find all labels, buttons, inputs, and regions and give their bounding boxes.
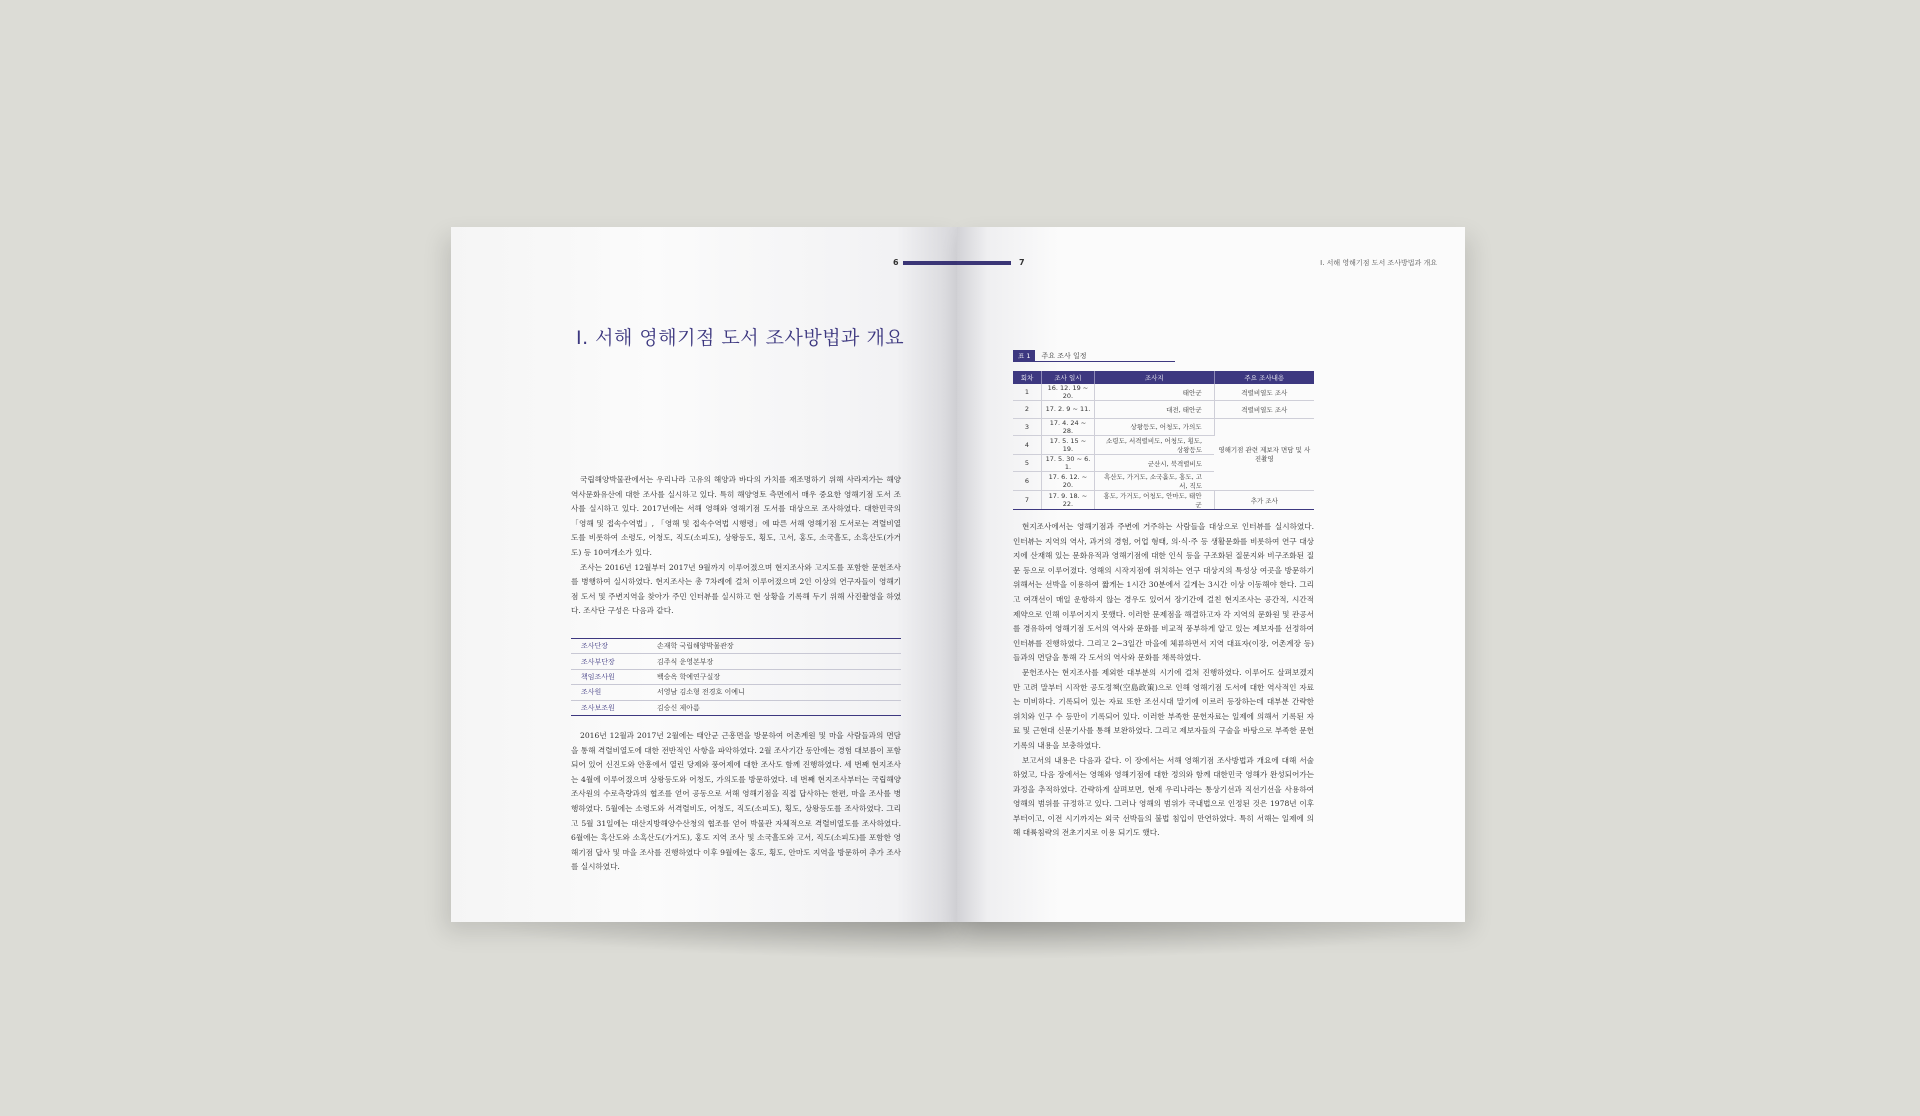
row-number: 5 bbox=[1013, 454, 1042, 471]
row-date: 17. 9. 18. ~ 22. bbox=[1042, 491, 1095, 510]
row-date: 16. 12. 19 ~ 20. bbox=[1042, 384, 1095, 401]
column-header: 회차 bbox=[1013, 371, 1042, 384]
row-number: 7 bbox=[1013, 491, 1042, 510]
right-paragraph: 현지조사에서는 영해기점과 주변에 거주하는 사람들을 대상으로 인터뷰를 실시하였다. 인터뷰는 지역의 역사, 과거의 경험, 어업 형태, 의·식·주 등 생활문화를 비롯하여 연구 대상지에 산재해 있는 문화유적과 영해기점에 대한 인식 등을 구조화된 질문지와 비구조화된 질문 등으로 이루어졌다. 영해의 시작지점에 위치하는 연구 대상지의 특성상 여곳을 방문하기 위해서는 선박을 이용하여 짧게는 1시간 30분에서 길게는 3시간 이상 이동해야 한다. 그리고 여객선이 매일 운항하지 않는 경우도 있어서 장기간에 걸친 현지조사는 공간적, 시간적 제약으로 인해 이루어지지 못했다. 이러한 문제점을 해결하고자 각 지역의 문화원 및 관공서를 경유하여 영해기점 도서의 역사와 문화를 비교적 풍부하게 알고 있는 제보자를 선정하여 인터뷰를 진행하였다. 그리고 2~3일간 마을에 체류하면서 지역 대표자(이장, 어촌계장 등)들과의 면담을 통해 각 도서의 역사와 문화를 채록하였다. bbox=[1013, 522, 1314, 663]
row-number: 3 bbox=[1013, 418, 1042, 435]
left-page bbox=[451, 227, 957, 922]
row-place: 상왕등도, 어청도, 가의도 bbox=[1094, 418, 1214, 435]
row-content: 격렬비열도 조사 bbox=[1214, 401, 1314, 418]
table-badge: 표 1 bbox=[1013, 350, 1035, 361]
running-head: Ⅰ. 서해 영해기점 도서 조사방법과 개요 bbox=[1320, 259, 1437, 267]
staff-row bbox=[571, 701, 901, 715]
row-content: 추가 조사 bbox=[1214, 491, 1314, 510]
folio-bar-right bbox=[957, 261, 1011, 265]
staff-names: 김주식 운영본부장 bbox=[657, 657, 714, 666]
row-date: 17. 6. 12. ~ 20. bbox=[1042, 472, 1095, 491]
row-place: 군산시, 북격렬비도 bbox=[1094, 454, 1214, 471]
row-place: 대전, 태안군 bbox=[1094, 401, 1214, 418]
page-number-left: 6 bbox=[893, 258, 899, 267]
staff-row bbox=[571, 685, 901, 700]
table-row bbox=[1013, 384, 1314, 401]
schedule-table bbox=[1013, 371, 1314, 510]
row-place: 홍도, 가거도, 어청도, 안마도, 태안군 bbox=[1094, 491, 1214, 510]
staff-names: 손재학 국립해양박물관장 bbox=[657, 642, 734, 651]
row-content: 격렬비열도 조사 bbox=[1214, 384, 1314, 401]
staff-role: 책임조사원 bbox=[581, 672, 615, 681]
caption-underline bbox=[1013, 361, 1175, 362]
right-page bbox=[957, 227, 1465, 922]
staff-row bbox=[571, 670, 901, 685]
page-number-right: 7 bbox=[1019, 258, 1025, 267]
table-caption-text: 주요 조사 일정 bbox=[1041, 351, 1087, 360]
field-paragraph: 2016년 12월과 2017년 2월에는 태안군 근흥면을 방문하여 어촌계원 및 마을 사람들과의 면담을 통해 격렬비열도에 대한 전반적인 사항을 파악하였다. 2월 조사기간 동안에는 경험 대보름이 포함되어 있어 신진도와 안흥에서 열린 당제와 풍어제에 대한 조사도 함께 진행하였다. 세 번째 현지조사는 4월에 이루어졌으며 상왕등도와 어청도, 가의도를 방문하였다. 네 번째 현지조사부터는 국립해양조사원의 수로측량과의 협조를 얻어 공동으로 서해 영해기점을 직접 답사하는 한편, 마을 조사를 병행하였다. 5월에는 소령도와 서격렬비도, 어청도, 직도(소피도), 횡도, 상왕등도를 조사하였다. 그리고 5월 31일에는 대산지방해양수산청의 협조를 얻어 박물관 자체적으로 격렬비열도를 조사하였다. 6월에는 흑산도와 소흑산도(가거도), 홍도 지역 조사 및 소국흘도와 고서, 직도(소피도)를 포함한 영해기점 답사 및 마을 조사를 진행하였다 이후 9월에는 홍도, 횡도, 안마도 지역을 방문하여 추가 조사를 실시하였다. bbox=[571, 731, 901, 872]
right-paragraph: 문헌조사는 현지조사를 제외한 대부분의 시기에 걸쳐 진행하였다. 이루어도 살펴보겠지만 고려 말부터 시작한 공도정책(空島政策)으로 인해 영해기점 도서에 대한 역사적인 자료는 미비하다. 기록되어 있는 자료 또한 조선시대 말기에 이르러 등장하는데 대부분 간략한 위치와 인구 수 등만이 기록되어 있다. 이러한 부족한 문헌자료는 일제에 의해서 기록된 자료 및 근현대 신문기사를 통해 보완하였다. 그리고 제보자들의 구술을 바탕으로 부족한 문헌기록의 내용을 보충하였다. bbox=[1013, 667, 1314, 750]
row-place: 소령도, 서격렬비도, 어청도, 횡도, 상왕등도 bbox=[1094, 435, 1214, 454]
staff-role: 조사부단장 bbox=[581, 657, 615, 666]
row-number: 1 bbox=[1013, 384, 1042, 401]
row-place: 흑산도, 가거도, 소국흘도, 홍도, 고서, 직도 bbox=[1094, 472, 1214, 491]
staff-role: 조사원 bbox=[581, 688, 602, 697]
right-body-text bbox=[1013, 520, 1314, 841]
row-number: 2 bbox=[1013, 401, 1042, 418]
staff-names: 백승옥 학예연구실장 bbox=[657, 672, 721, 681]
staff-role: 조사단장 bbox=[581, 642, 609, 651]
staff-table bbox=[571, 638, 901, 716]
table-caption bbox=[1013, 350, 1087, 361]
column-header: 조사 일시 bbox=[1042, 371, 1095, 384]
table-row bbox=[1013, 418, 1314, 435]
row-content-merged: 영해기점 관련 제보자 면담 및 사진촬영 bbox=[1214, 418, 1314, 491]
right-paragraph: 보고서의 내용은 다음과 같다. 이 장에서는 서해 영해기점 조사방법과 개요에 대해 서술하였고, 다음 장에서는 영해와 영해기점에 대한 정의와 함께 대한민국 영해가 완성되어가는 과정을 추적하였다. 간략하게 살펴보면, 현재 우리나라는 통상기선과 직선기선을 사용하여 영해의 범위를 규정하고 있다. 그러나 영해의 범위가 국내법으로 인정된 것은 1978년 이후부터이고, 이전 시기까지는 외국 선박들의 불법 침입이 만연하였다. 특히 서해는 일제에 의해 대륙침략의 전초기지로 이용 되기도 했다. bbox=[1013, 755, 1314, 838]
intro-paragraph: 국립해양박물관에서는 우리나라 고유의 해양과 바다의 가치를 재조명하기 위해 사라져가는 해양역사문화유산에 대한 조사를 실시하고 있다. 특히 해양영토 측면에서 매우 중요한 영해기점 도서 조사를 실시하고 있다. 2017년에는 서해 영해와 영해기점 도서를 대상으로 조사하였다. 대한민국의 「영해 및 접속수역법」, 「영해 및 접속수역법 시행령」에 따른 서해 영해기점 도서로는 격렬비열도를 비롯하여 소령도, 어청도, 직도(소피도), 상왕등도, 횡도, 고서, 홍도, 소국흘도, 소흑산도(가거도) 등 10여개소가 있다. bbox=[571, 475, 901, 557]
table-row bbox=[1013, 401, 1314, 418]
table-row bbox=[1013, 491, 1314, 510]
row-number: 4 bbox=[1013, 435, 1042, 454]
row-place: 태안군 bbox=[1094, 384, 1214, 401]
staff-names: 김승신 제아름 bbox=[657, 703, 700, 712]
row-date: 17. 5. 15 ~ 19. bbox=[1042, 435, 1095, 454]
row-date: 17. 5. 30 ~ 6. 1. bbox=[1042, 454, 1095, 471]
folio-bar-left bbox=[903, 261, 957, 265]
column-header: 주요 조사내용 bbox=[1214, 371, 1314, 384]
row-date: 17. 4. 24 ~ 28. bbox=[1042, 418, 1095, 435]
intro-text bbox=[571, 473, 901, 619]
field-survey-text bbox=[571, 729, 901, 875]
chapter-title: Ⅰ. 서해 영해기점 도서 조사방법과 개요 bbox=[576, 327, 905, 349]
staff-row bbox=[571, 639, 901, 654]
column-header: 조사지 bbox=[1094, 371, 1214, 384]
staff-names: 서영남 김소형 전경호 이예니 bbox=[657, 688, 745, 697]
intro-paragraph: 조사는 2016년 12월부터 2017년 9월까지 이루어졌으며 현지조사와 고지도를 포함한 문헌조사를 병행하여 실시하였다. 현지조사는 총 7차례에 걸쳐 이루어졌으며 2인 이상의 연구자들이 영해기점 도서 및 주변지역을 찾아가 주민 인터뷰를 실시하고 현 상황을 기록해 두기 위해 사진촬영을 하였다. 조사단 구성은 다음과 같다. bbox=[571, 562, 901, 616]
staff-role: 조사보조원 bbox=[581, 703, 615, 712]
row-date: 17. 2. 9 ~ 11. bbox=[1042, 401, 1095, 418]
table-header-row bbox=[1013, 371, 1314, 384]
row-number: 6 bbox=[1013, 472, 1042, 491]
staff-row bbox=[571, 654, 901, 669]
